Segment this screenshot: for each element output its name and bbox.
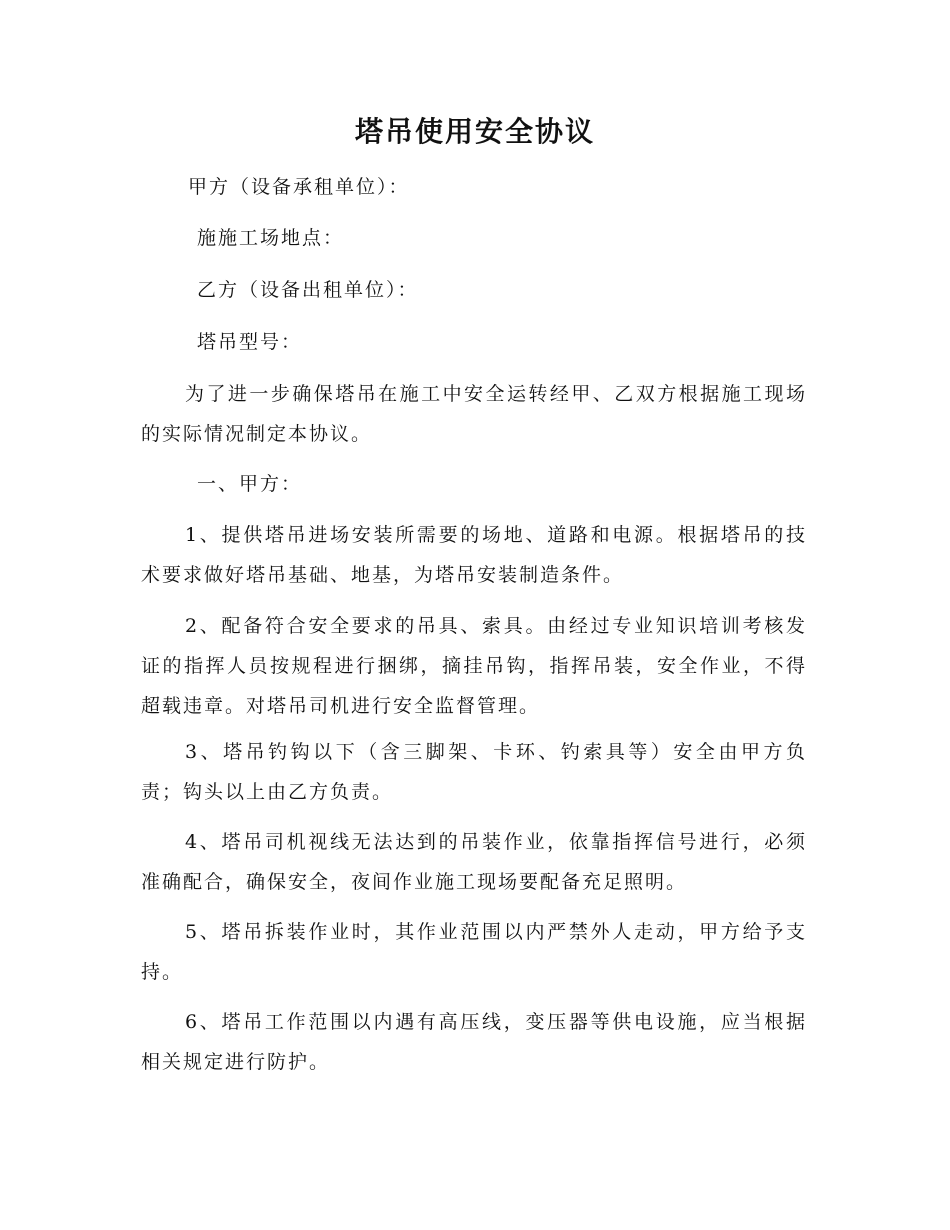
clause-5: 5、塔吊拆装作业时，其作业范围以内严禁外人走动，甲方给予支持。	[141, 921, 807, 983]
model-field: 塔吊型号：	[197, 331, 303, 353]
party-a-field: 甲方（设备承租单位）：	[188, 176, 410, 198]
clause-2: 2、配备符合安全要求的吊具、索具。由经过专业知识培训考核发证的指挥人员按规程进行捆绑，摘挂吊钩，指挥吊装，安全作业，不得超载违章。对塔吊司机进行安全监督管理。	[141, 615, 807, 717]
document-title: 塔吊使用安全协议	[354, 115, 595, 148]
intro-paragraph: 为了进一步确保塔吊在施工中安全运转经甲、乙双方根据施工现场的实际情况制定本协议。	[141, 383, 807, 445]
site-field: 施施工场地点：	[197, 227, 345, 249]
clause-3: 3、塔吊钓钩以下（含三脚架、卡环、钓索具等）安全由甲方负责；钩头以上由乙方负责。	[141, 741, 807, 803]
clause-1: 1、提供塔吊进场安装所需要的场地、道路和电源。根据塔吊的技术要求做好塔吊基础、地基，为塔吊安装制造条件。	[141, 524, 807, 586]
clause-6: 6、塔吊工作范围以内遇有高压线，变压器等供电设施，应当根据相关规定进行防护。	[141, 1011, 807, 1073]
section-heading: 一、甲方：	[197, 473, 303, 495]
party-b-field: 乙方（设备出租单位）：	[197, 279, 419, 301]
clause-4: 4、塔吊司机视线无法达到的吊装作业，依靠指挥信号进行，必须准确配合，确保安全，夜间作业施工现场要配备充足照明。	[141, 831, 807, 893]
